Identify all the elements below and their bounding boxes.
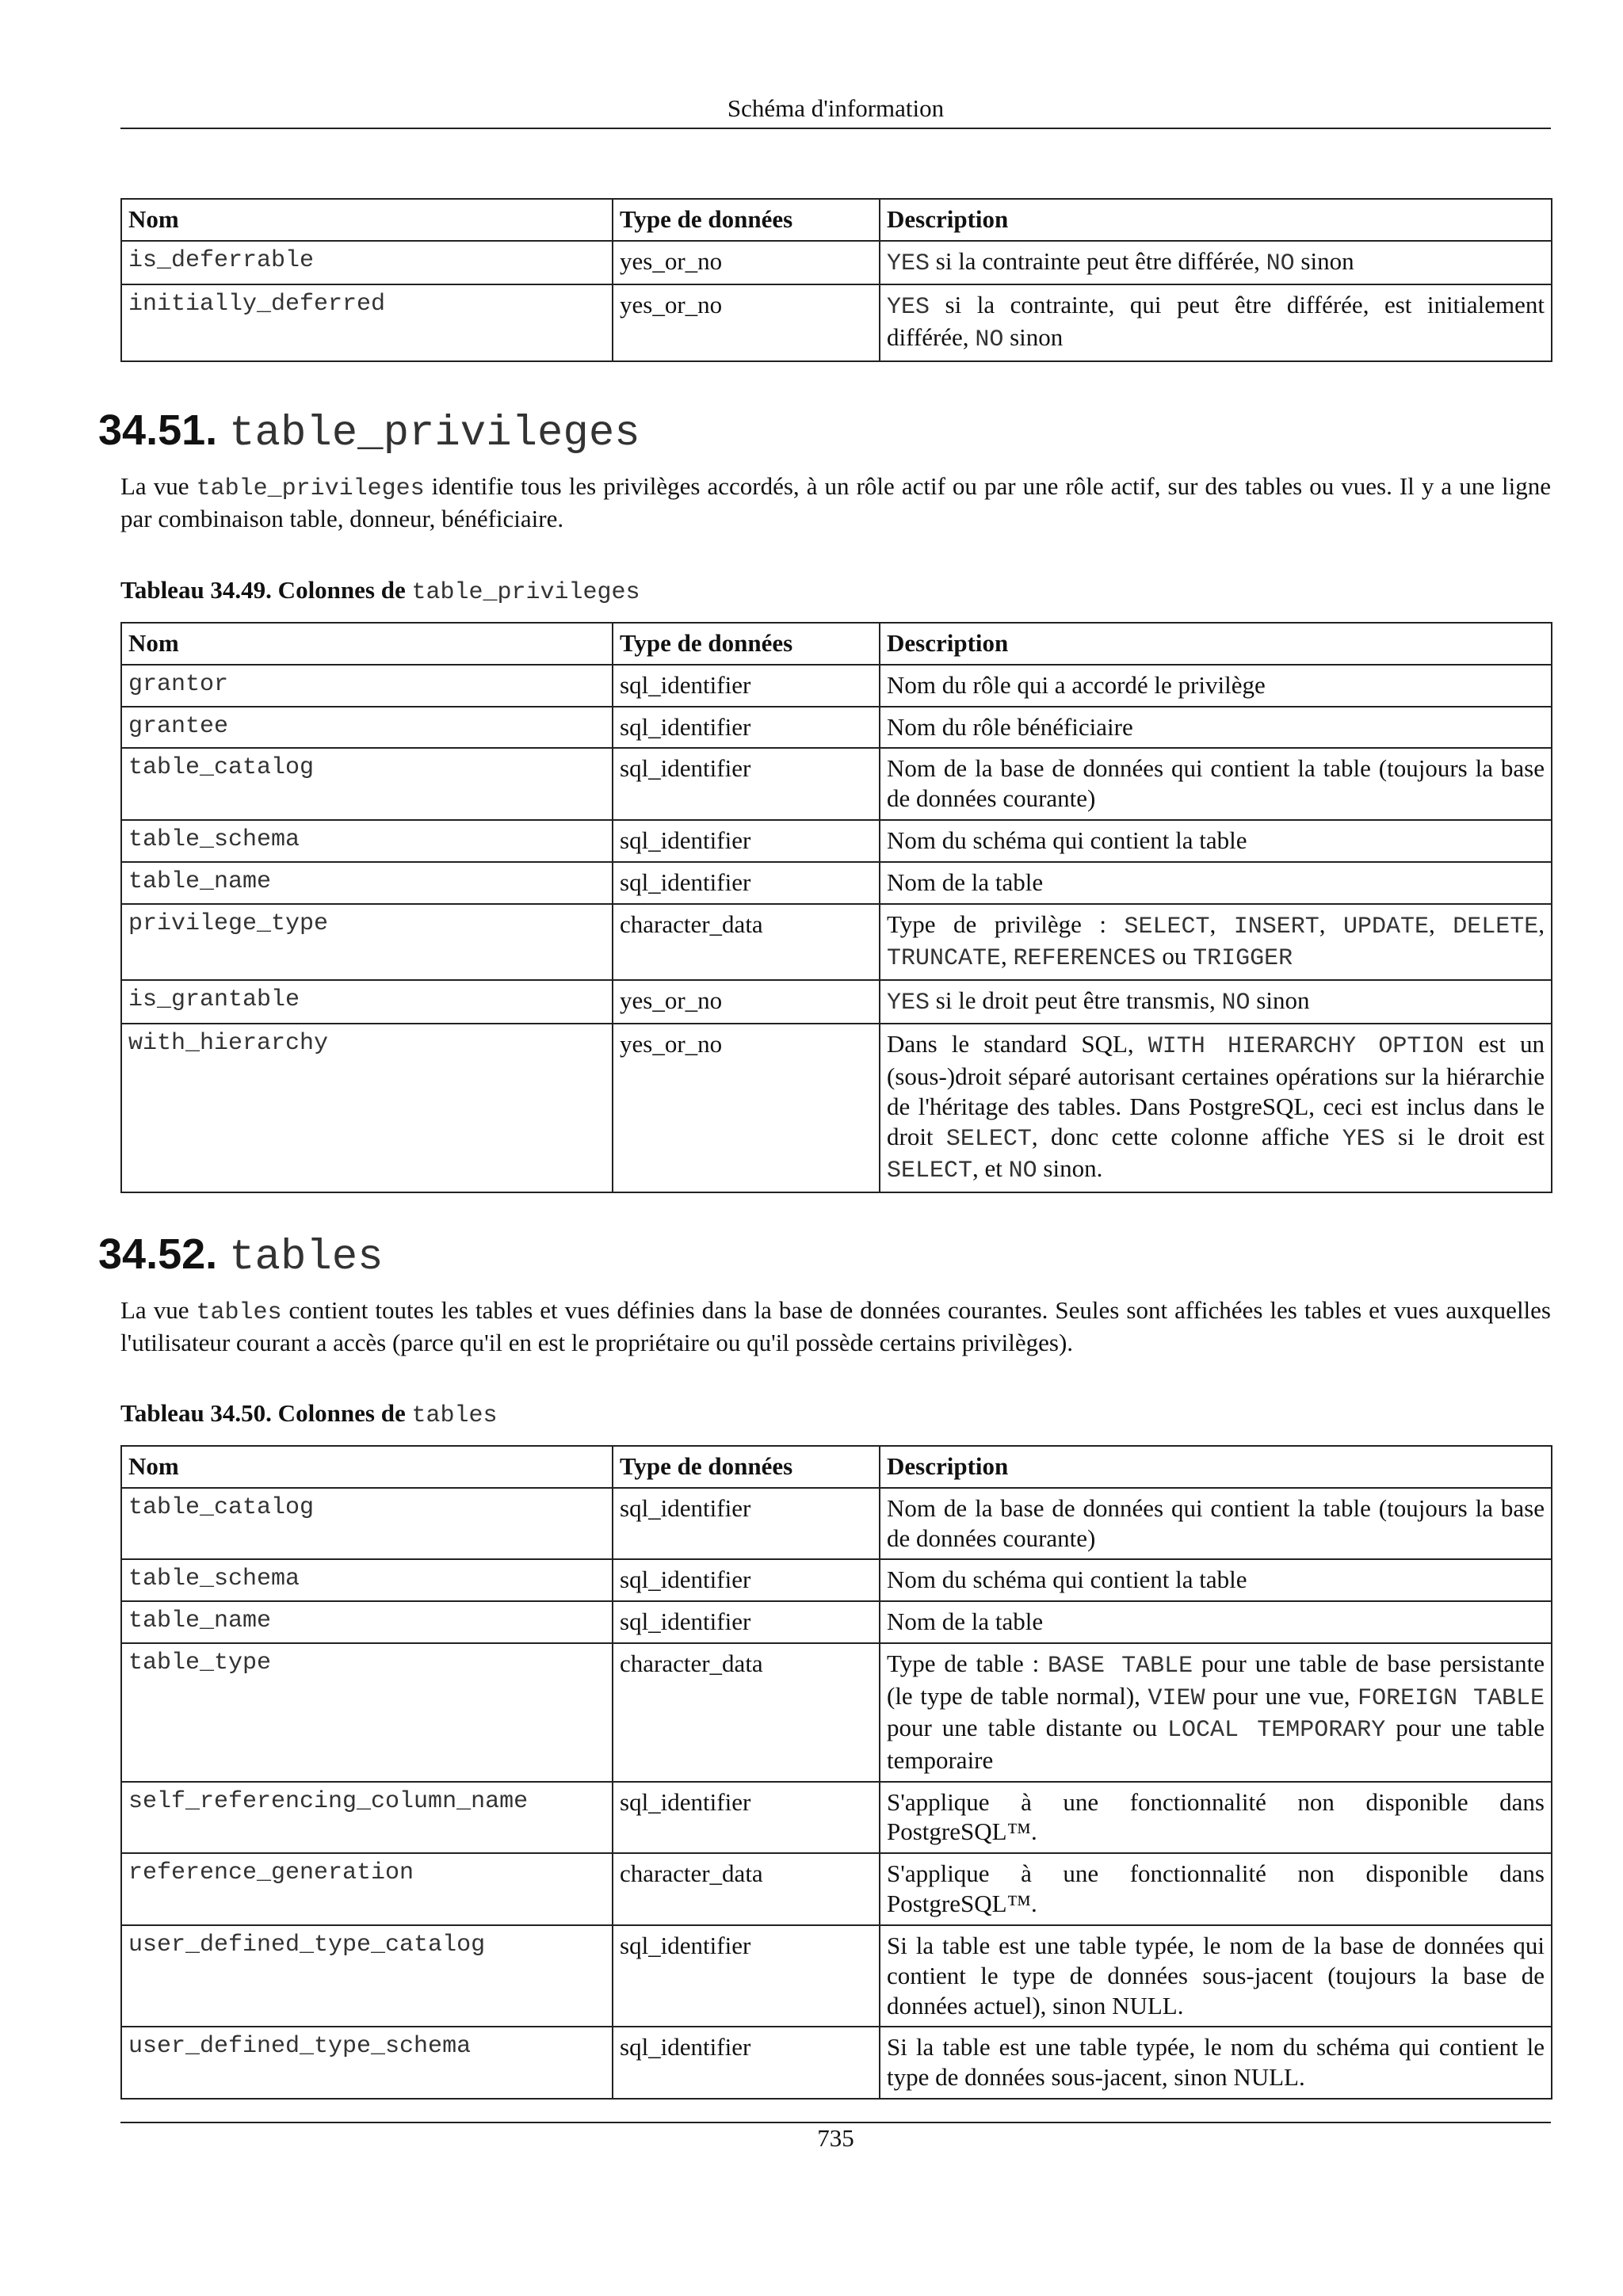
inline-text: si le droit est [1384,1122,1545,1150]
inline-code: YES [887,294,930,322]
tables-block [120,1445,1551,2100]
data-type-cell: character_data [613,1853,880,1925]
inline-text: contient toutes les tables et vues définies dans la base de données courantes. Seules sont affichées les tables et vues auxquelles l'utilisateur courant a accès (parce qu'il en est le propriétaire ou qu'il possède certains privilèges). [120,1296,1551,1356]
table-row [121,1488,1552,1560]
column-name-cell: self_referencing_column_name [121,1782,613,1854]
inline-text: Nom du schéma qui contient la table [887,1566,1247,1594]
table-header-row [121,623,1552,665]
section-intro [120,1295,1551,1357]
inline-text: La vue [120,472,197,500]
inline-text: Si la table est une table typée, le nom de la base de données qui contient le type de données sous-jacent (toujours la base de données actuel), sinon NULL. [887,1931,1545,2019]
inline-text: Type de table : [887,1650,1048,1678]
column-name-cell: is_grantable [121,980,613,1024]
inline-text: pour une table distante ou [887,1714,1168,1742]
page-number: 735 [817,2124,854,2152]
inline-text: pour une table de base persistante (le type de table normal), [887,1650,1545,1710]
inline-text: Nom du schéma qui contient la table [887,826,1247,855]
continued-columns-table [120,198,1552,362]
table-body [121,241,1552,361]
column-header-description: Description [880,1446,1552,1488]
column-name-cell: table_name [121,1601,613,1643]
table-privileges-block [120,622,1551,1193]
description-cell [880,980,1552,1024]
data-type-cell: sql_identifier [613,1601,880,1643]
inline-text: sinon. [1037,1154,1103,1183]
inline-code: VIEW [1148,1684,1205,1712]
section-name: table_privileges [229,410,640,458]
inline-code: LOCAL TEMPORARY [1167,1717,1386,1745]
description-cell [880,1488,1552,1560]
inline-text: sinon [1294,246,1354,275]
column-name-cell: initially_deferred [121,284,613,360]
caption-label: Tableau 34.50. Colonnes de [120,1399,412,1427]
column-name-cell: is_deferrable [121,241,613,285]
description-cell [880,1853,1552,1925]
column-name-cell: user_defined_type_catalog [121,1925,613,2027]
data-type-cell: sql_identifier [613,820,880,862]
table-caption [120,1398,1551,1431]
inline-code: BASE TABLE [1048,1653,1193,1680]
inline-text: , [1209,910,1234,938]
inline-code: UPDATE [1342,913,1429,940]
column-name-cell: privilege_type [121,904,613,980]
data-type-cell: yes_or_no [613,1024,880,1192]
inline-text: Nom du rôle qui a accordé le privilège [887,670,1266,699]
table-row [121,1559,1552,1601]
table-row [121,748,1552,820]
inline-text: S'applique à une fonctionnalité non disponible dans PostgreSQL™. [887,1787,1545,1846]
inline-text: , donc cette colonne affiche [1031,1122,1342,1150]
inline-code: SELECT [945,1125,1032,1153]
table-row [121,980,1552,1024]
data-type-cell: sql_identifier [613,1925,880,2027]
data-type-cell: sql_identifier [613,2027,880,2099]
description-cell [880,2027,1552,2099]
column-name-cell: table_schema [121,820,613,862]
inline-text: sinon [1003,323,1064,351]
description-cell [880,707,1552,749]
data-type-cell: yes_or_no [613,284,880,360]
description-cell [880,820,1552,862]
inline-code: YES [1342,1125,1385,1153]
column-header-name: Nom [121,623,613,665]
inline-text: , [1001,942,1014,971]
inline-text: ou [1155,942,1193,971]
caption-label: Tableau 34.49. Colonnes de [120,576,412,604]
description-cell [880,665,1552,707]
inline-text: Si la table est une table typée, le nom du schéma qui contient le type de données sous-jacent, sinon NULL. [887,2033,1545,2092]
header-rule [120,128,1551,129]
inline-text: Nom de la table [887,1608,1044,1636]
description-cell [880,1559,1552,1601]
inline-code: TRUNCATE [887,945,1002,973]
inline-code: INSERT [1233,913,1319,940]
section-number: 34.52. [98,1230,218,1278]
section-heading-tables [98,1230,384,1282]
table-row [121,904,1552,980]
data-type-cell: yes_or_no [613,241,880,285]
inline-code: NO [975,326,1004,353]
table-row [121,1601,1552,1643]
inline-text: si la contrainte peut être différée, [930,246,1266,275]
inline-code: TRIGGER [1193,945,1293,973]
table-row [121,862,1552,904]
section-intro [120,471,1551,533]
inline-text: , [1538,910,1545,938]
table-row [121,1024,1552,1192]
column-name-cell: table_name [121,862,613,904]
table-row [121,2027,1552,2099]
data-type-cell: sql_identifier [613,707,880,749]
inline-text: , [1319,910,1343,938]
inline-text: Nom de la table [887,868,1044,896]
tables-columns-table [120,1445,1552,2100]
inline-code: YES [887,989,930,1016]
column-header-name: Nom [121,1446,613,1488]
inline-code: SELECT [887,1158,973,1185]
column-name-cell: grantor [121,665,613,707]
inline-text: La vue [120,1296,197,1324]
description-cell [880,1601,1552,1643]
data-type-cell: sql_identifier [613,1488,880,1560]
inline-text: est un (sous-)droit séparé autorisant certaines opérations sur la hiérarchie de l'héritage des tables. Dans PostgreSQL, ceci est inclus dans le droit [887,1030,1545,1150]
inline-code: YES [887,250,930,277]
inline-code: WITH HIERARCHY OPTION [1148,1033,1465,1061]
inline-text: S'applique à une fonctionnalité non disponible dans PostgreSQL™. [887,1859,1545,1918]
data-type-cell: sql_identifier [613,665,880,707]
description-cell [880,1024,1552,1192]
column-header-type: Type de données [613,1446,880,1488]
table-row [121,1643,1552,1782]
inline-code: DELETE [1453,913,1539,940]
column-header-name: Nom [121,199,613,241]
data-type-cell: sql_identifier [613,748,880,820]
table-row [121,1782,1552,1854]
table-privileges-columns-table [120,622,1552,1193]
data-type-cell: yes_or_no [613,980,880,1024]
inline-code: FOREIGN TABLE [1358,1684,1545,1712]
description-cell [880,284,1552,360]
column-name-cell: grantee [121,707,613,749]
table-row [121,820,1552,862]
description-cell [880,1643,1552,1782]
data-type-cell: character_data [613,904,880,980]
table-row [121,1925,1552,2027]
table-row [121,665,1552,707]
column-name-cell: table_type [121,1643,613,1782]
table-header-row [121,199,1552,241]
inline-text: si la contrainte, qui peut être différée, est initialement différée, [887,291,1545,351]
inline-text: pour une vue, [1205,1681,1358,1710]
column-name-cell: user_defined_type_schema [121,2027,613,2099]
inline-text: si le droit peut être transmis, [930,986,1222,1014]
column-name-cell: table_schema [121,1559,613,1601]
column-header-description: Description [880,623,1552,665]
description-cell [880,1782,1552,1854]
inline-text: , et [972,1154,1009,1183]
section-number: 34.51. [98,406,218,454]
data-type-cell: sql_identifier [613,862,880,904]
inline-text: identifie tous les privilèges accordés, à un rôle actif ou par une rôle actif, sur des tables ou vues. Il y a une ligne par combinaison table, donneur, bénéficiaire. [120,472,1551,532]
caption-code: tables [411,1402,498,1429]
description-cell [880,862,1552,904]
description-cell [880,748,1552,820]
inline-code: NO [1266,250,1295,277]
table-row [121,284,1552,360]
table-body [121,665,1552,1192]
table-row [121,1853,1552,1925]
running-header: Schéma d'information [727,94,945,122]
inline-text: Nom du rôle bénéficiaire [887,712,1133,741]
table-row [121,707,1552,749]
table-header-row [121,1446,1552,1488]
inline-code: NO [1221,989,1251,1016]
section-name: tables [229,1234,384,1282]
section-heading-table-privileges [98,406,640,458]
data-type-cell: character_data [613,1643,880,1782]
inline-text: Dans le standard SQL, [887,1030,1148,1058]
column-header-description: Description [880,199,1552,241]
column-name-cell: reference_generation [121,1853,613,1925]
column-name-cell: with_hierarchy [121,1024,613,1192]
inline-code: table_privileges [196,475,425,502]
inline-code: NO [1008,1158,1037,1185]
column-name-cell: table_catalog [121,748,613,820]
description-cell [880,241,1552,285]
inline-text: pour une table temporaire [887,1714,1545,1774]
data-type-cell: sql_identifier [613,1559,880,1601]
column-header-type: Type de données [613,623,880,665]
inline-text: Type de privilège : [887,910,1125,938]
inline-code: tables [196,1299,282,1326]
inline-text: Nom de la base de données qui contient la table (toujours la base de données courante) [887,754,1545,813]
inline-text: Nom de la base de données qui contient la table (toujours la base de données courante) [887,1493,1545,1552]
inline-code: REFERENCES [1013,945,1156,973]
caption-code: table_privileges [411,579,640,606]
inline-code: SELECT [1124,913,1210,940]
inline-text: , [1429,910,1453,938]
column-name-cell: table_catalog [121,1488,613,1560]
table-caption [120,575,1551,608]
continued-table-block [120,198,1551,362]
table-row [121,241,1552,285]
table-body [121,1488,1552,2099]
description-cell [880,1925,1552,2027]
inline-text: sinon [1250,986,1310,1014]
data-type-cell: sql_identifier [613,1782,880,1854]
description-cell [880,904,1552,980]
column-header-type: Type de données [613,199,880,241]
